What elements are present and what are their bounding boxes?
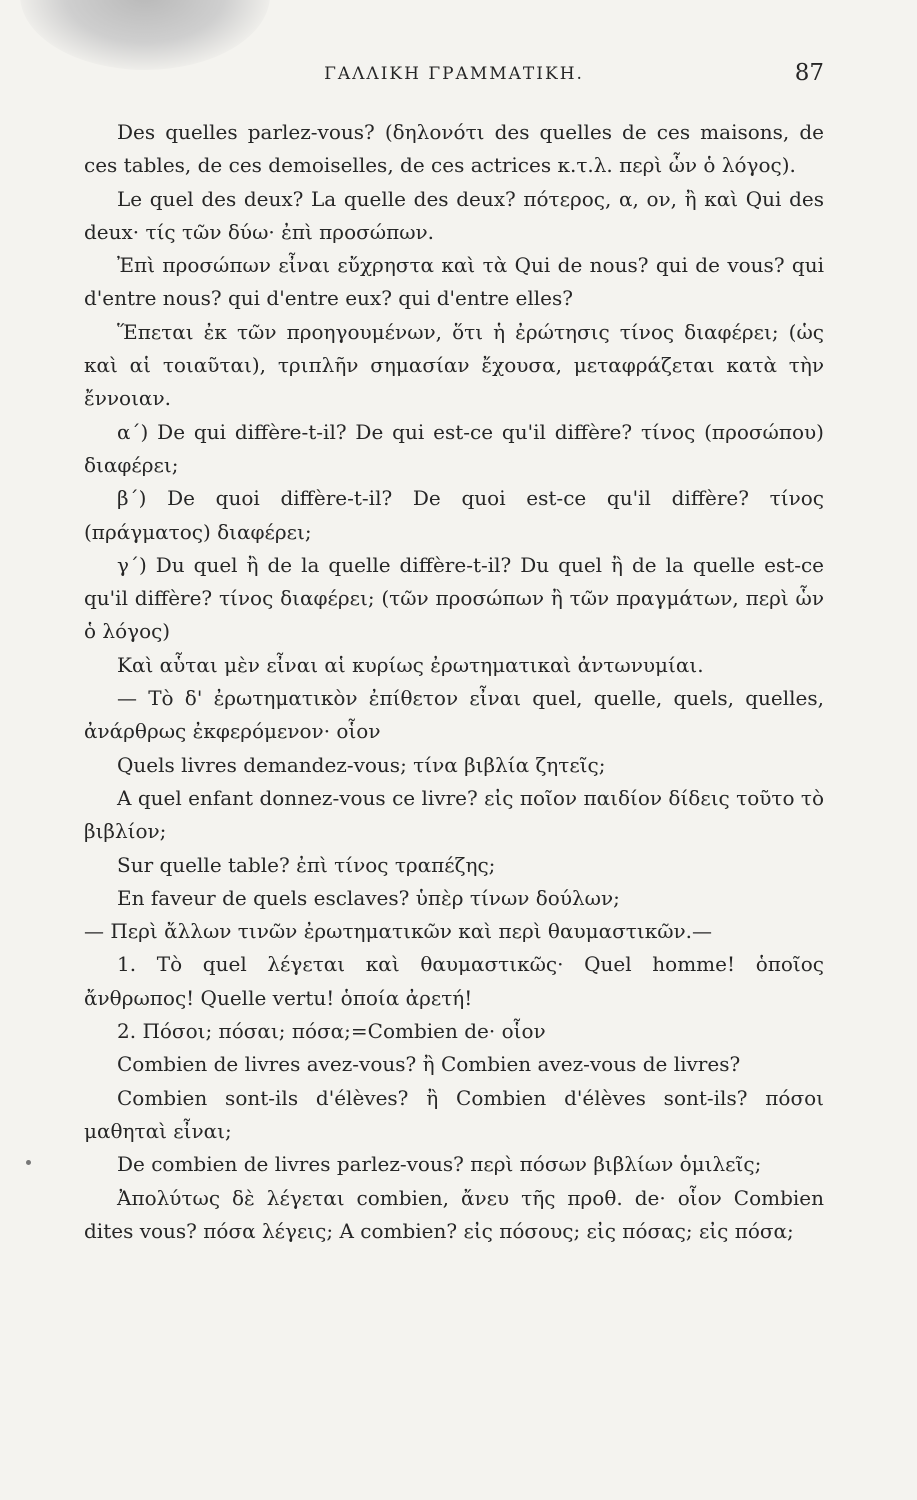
- paragraph: α΄) De qui diffère-t-il? De qui est-ce qu'il diffère? τίνος (προσώπου) διαφέρει;: [84, 419, 824, 477]
- paragraph: γ΄) Du quel ἢ de la quelle diffère-t-il? Du quel ἢ de la quelle est-ce qu'il diffère? τίνος διαφέρει; (τῶν προσώπων ἢ τῶν πραγμάτων, περὶ ὧν ὁ λόγος): [84, 552, 824, 644]
- paragraph: — Τὸ δ' ἐρωτηματικὸν ἐπίθετον εἶναι quel, quelle, quels, quelles, ἀνάρθρως ἐκφερόμενον· οἷον: [84, 686, 824, 744]
- page-number: 87: [794, 60, 824, 86]
- paragraph: β΄) De quoi diffère-t-il? De quoi est-ce qu'il diffère? τίνος (πράγματος) διαφέρει;: [84, 486, 824, 544]
- paragraph: Καὶ αὗται μὲν εἶναι αἱ κυρίως ἐρωτηματικαὶ ἀντωνυμίαι.: [117, 652, 704, 677]
- paragraph: Quels livres demandez-vous; τίνα βιβλία ζητεῖς;: [117, 752, 606, 777]
- paragraph: A quel enfant donnez-vous ce livre? εἰς ποῖον παιδίον δίδεις τοῦτο τὸ βιβλίον;: [84, 785, 824, 844]
- paragraph: Sur quelle table? ἐπὶ τίνος τραπέζης;: [117, 852, 496, 877]
- paragraph: Des quelles parlez-vous? (δηλονότι des quelles de ces maisons, de ces tables, de ces demoiselles, de ces actrices κ.τ.λ. περὶ ὧν ὁ λόγος).: [84, 120, 824, 178]
- paragraph: Combien de livres avez-vous? ἢ Combien avez-vous de livres?: [117, 1052, 741, 1077]
- running-title: ΓΑΛΛΙΚΗ ΓΡΑΜΜΑΤΙΚΗ.: [324, 64, 584, 84]
- paragraph: Ἕπεται ἐκ τῶν προηγουμένων, ὅτι ἡ ἐρώτησις τίνος διαφέρει; (ὡς καὶ αἱ τοιαῦται), τριπλῆν σημασίαν ἔχουσα, μεταφράζεται κατὰ τὴν ἔννοιαν.: [84, 319, 824, 411]
- paragraph: 2. Πόσοι; πόσαι; πόσα;=Combien de· οἷον: [117, 1019, 546, 1044]
- book-page: [84, 58, 824, 1248]
- paragraph: 1. Τὸ quel λέγεται καὶ θαυμαστικῶς· Quel homme! ὁποῖος ἄνθρωπος! Quelle vertu! ὁποία ἀρετή!: [84, 952, 824, 1010]
- page-header: [84, 58, 824, 94]
- paragraph: De combien de livres parlez-vous? περὶ πόσων βιβλίων ὁμιλεῖς;: [117, 1152, 762, 1177]
- paragraph: — Περὶ ἄλλων τινῶν ἐρωτηματικῶν καὶ περὶ θαυμαστικῶν.—: [84, 919, 713, 944]
- ink-speck: [26, 1160, 31, 1165]
- paragraph: Le quel des deux? La quelle des deux? πότερος, α, ον, ἢ καὶ Qui des deux· τίς τῶν δύω· ἐπὶ προσώπων.: [84, 186, 824, 244]
- paragraph: En faveur de quels esclaves? ὑπὲρ τίνων δούλων;: [117, 885, 620, 910]
- body-text: [84, 116, 824, 1248]
- paragraph: Combien sont-ils d'élèves? ἢ Combien d'élèves sont-ils? πόσοι μαθηταὶ εἶναι;: [84, 1085, 824, 1143]
- paragraph: Ἐπὶ προσώπων εἶναι εὔχρηστα καὶ τὰ Qui de nous? qui de vous? qui d'entre nous? qui d'entre eux? qui d'entre elles?: [84, 253, 824, 311]
- paragraph: Ἀπολύτως δὲ λέγεται combien, ἄνευ τῆς προθ. de· οἷον Combien dites vous? πόσα λέγεις; A combien? εἰς πόσους; εἰς πόσας; εἰς πόσα;: [84, 1185, 824, 1243]
